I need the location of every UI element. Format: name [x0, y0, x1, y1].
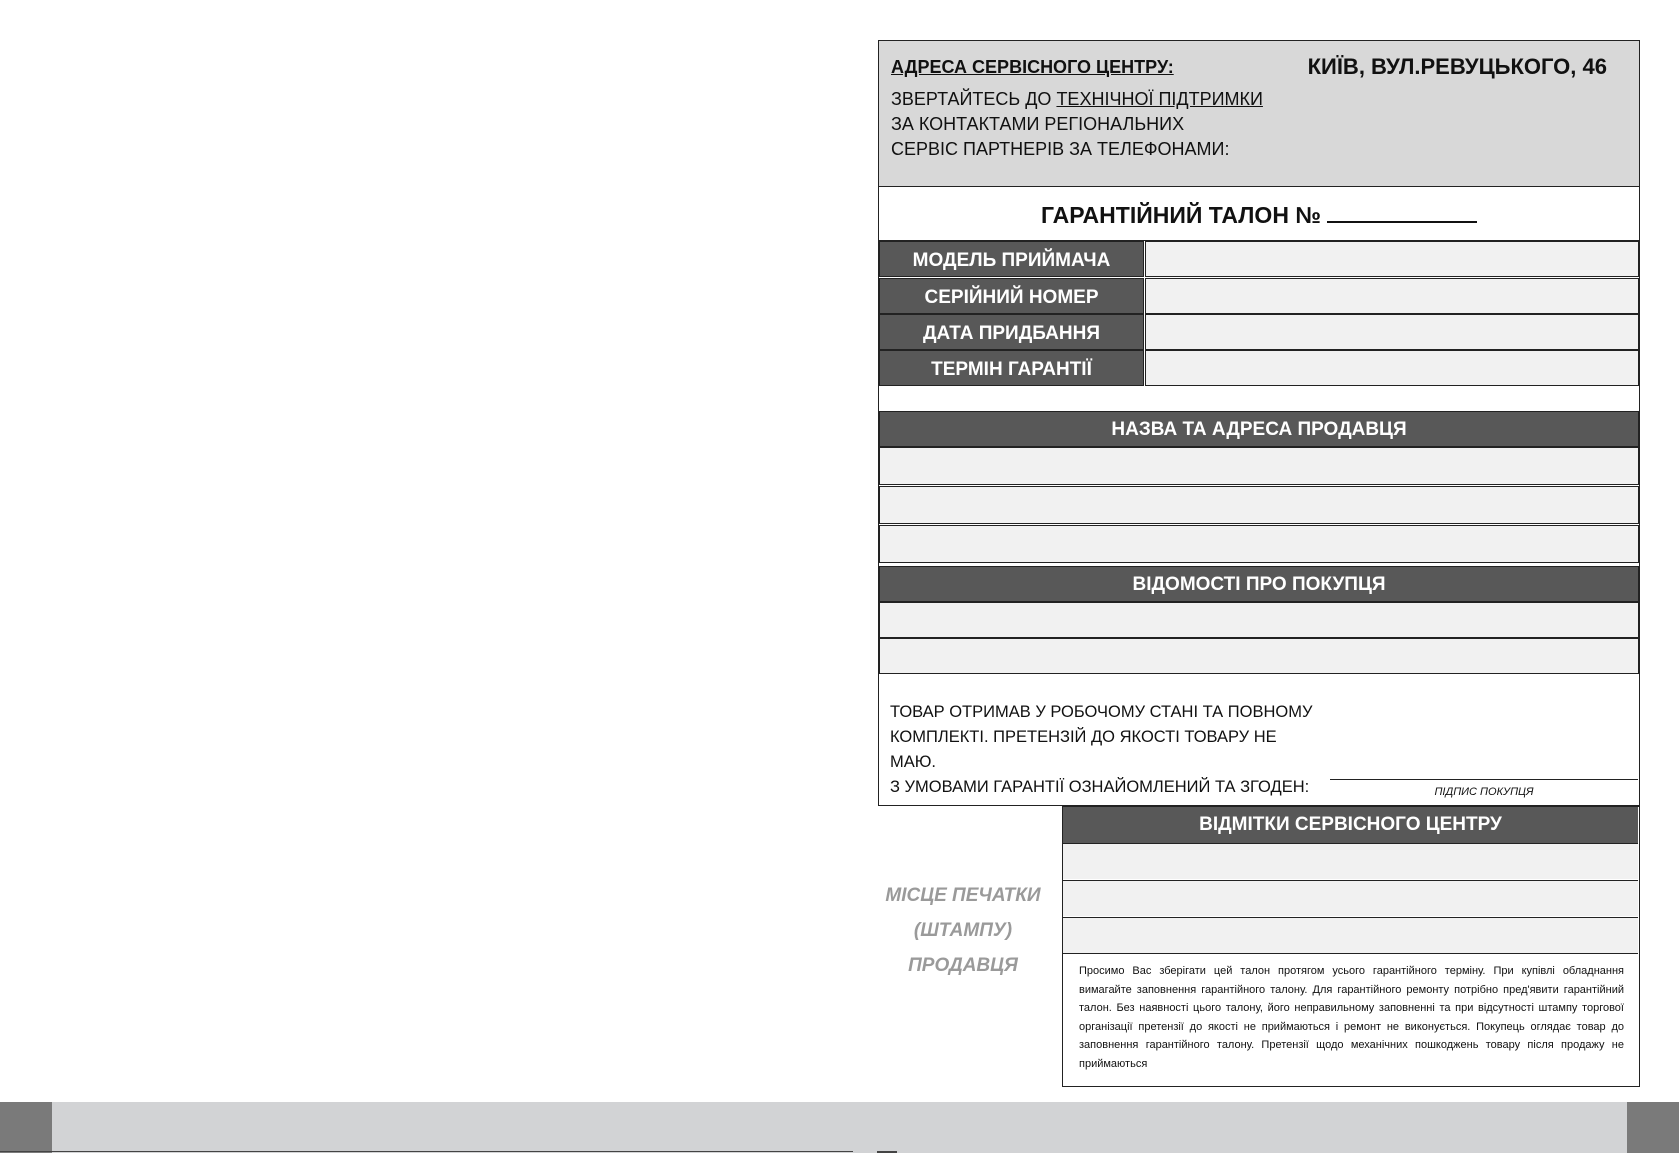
contact-prefix: ЗВЕРТАЙТЕСЬ ДО: [891, 89, 1057, 109]
buyer-signature-line[interactable]: [1330, 779, 1638, 780]
warranty-title: [879, 188, 1639, 241]
warranty-notice: Просимо Вас зберігати цей талон протягом усього гарантійного терміну. При купівлі обладнання вимагайте заповнення гарантійного талону. Для гарантійного ремонту потрібно пред'явити гарантійний талон. Без наявності цього талону, його неправильному заповненні та при відсутності штампу торгової організації претензії до якості не приймаються і ремонт не виконується. Покупець оглядає товар до заповнення гарантійного талону. Претензії щодо механічних пошкоджень товару після продажу не приймаються: [1079, 965, 1624, 1070]
stamp-line-3: ПРОДАВЦЯ: [908, 955, 1018, 976]
field-row-warranty-term: [879, 350, 1639, 387]
address-label: АДРЕСА СЕРВІСНОГО ЦЕНТРУ:: [891, 57, 1174, 77]
field-row-purchase-date: [879, 314, 1639, 351]
stamp-placeholder: [878, 878, 1048, 983]
tech-support-link[interactable]: ТЕХНІЧНОЇ ПІДТРИМКИ: [1056, 89, 1263, 109]
contact-text: [891, 87, 1263, 162]
model-field[interactable]: [1145, 241, 1639, 277]
field-label: ТЕРМІН ГАРАНТІЇ: [879, 350, 1144, 386]
contact-line-3: СЕРВІС ПАРТНЕРІВ ЗА ТЕЛЕФОНАМИ:: [891, 139, 1230, 159]
seller-line[interactable]: [879, 486, 1639, 524]
stamp-line-2: (ШТАМПУ): [913, 920, 1013, 941]
service-mark-line[interactable]: [1063, 917, 1638, 953]
seller-line[interactable]: [879, 447, 1639, 485]
warranty-number-field[interactable]: [1327, 203, 1477, 223]
city-address: КИЇВ, ВУЛ.РЕВУЦЬКОГО, 46: [1307, 54, 1607, 79]
field-row-model: [879, 241, 1639, 278]
footer-tab-left: [0, 1102, 52, 1153]
field-row-serial: [879, 278, 1639, 315]
service-center-marks: [1062, 806, 1640, 1087]
footer-rule: [0, 1151, 853, 1152]
service-mark-line[interactable]: [1063, 843, 1638, 879]
confirmation-line-3: З УМОВАМИ ГАРАНТІЇ ОЗНАЙОМЛЕНИЙ ТА ЗГОДЕН:: [890, 778, 1310, 796]
confirmation-text: [890, 700, 1320, 800]
field-label: МОДЕЛЬ ПРИЙМАЧА: [879, 241, 1144, 277]
stamp-line-1: МІСЦЕ ПЕЧАТКИ: [885, 885, 1041, 906]
buyer-line[interactable]: [879, 602, 1639, 638]
service-section-header: ВІДМІТКИ СЕРВІСНОГО ЦЕНТРУ: [1063, 807, 1638, 843]
warranty-title-text: ГАРАНТІЙНИЙ ТАЛОН №: [1041, 202, 1321, 228]
buyer-section-header: ВІДОМОСТІ ПРО ПОКУПЦЯ: [879, 566, 1639, 602]
seller-line[interactable]: [879, 525, 1639, 563]
contact-line-2: ЗА КОНТАКТАМИ РЕГІОНАЛЬНИХ: [891, 114, 1185, 134]
serial-field[interactable]: [1145, 278, 1639, 314]
buyer-line[interactable]: [879, 638, 1639, 674]
confirmation-line-2: КОМПЛЕКТІ. ПРЕТЕНЗІЙ ДО ЯКОСТІ ТОВАРУ НЕ МАЮ.: [890, 728, 1277, 771]
notice-divider: [1063, 953, 1638, 954]
purchase-date-field[interactable]: [1145, 314, 1639, 350]
confirmation-line-1: ТОВАР ОТРИМАВ У РОБОЧОМУ СТАНІ ТА ПОВНОМУ: [890, 703, 1313, 721]
warranty-term-field[interactable]: [1145, 350, 1639, 386]
signature-label: ПІДПИС ПОКУПЦЯ: [1434, 786, 1534, 798]
service-mark-line[interactable]: [1063, 880, 1638, 916]
seller-section-header: НАЗВА ТА АДРЕСА ПРОДАВЦЯ: [879, 411, 1639, 447]
field-label: СЕРІЙНИЙ НОМЕР: [879, 278, 1144, 314]
warranty-card: [878, 40, 1640, 806]
field-label: ДАТА ПРИДБАННЯ: [879, 314, 1144, 350]
service-center-header: [879, 41, 1639, 187]
page-footer: [0, 1102, 1679, 1153]
footer-tab-right: [1627, 1102, 1679, 1153]
